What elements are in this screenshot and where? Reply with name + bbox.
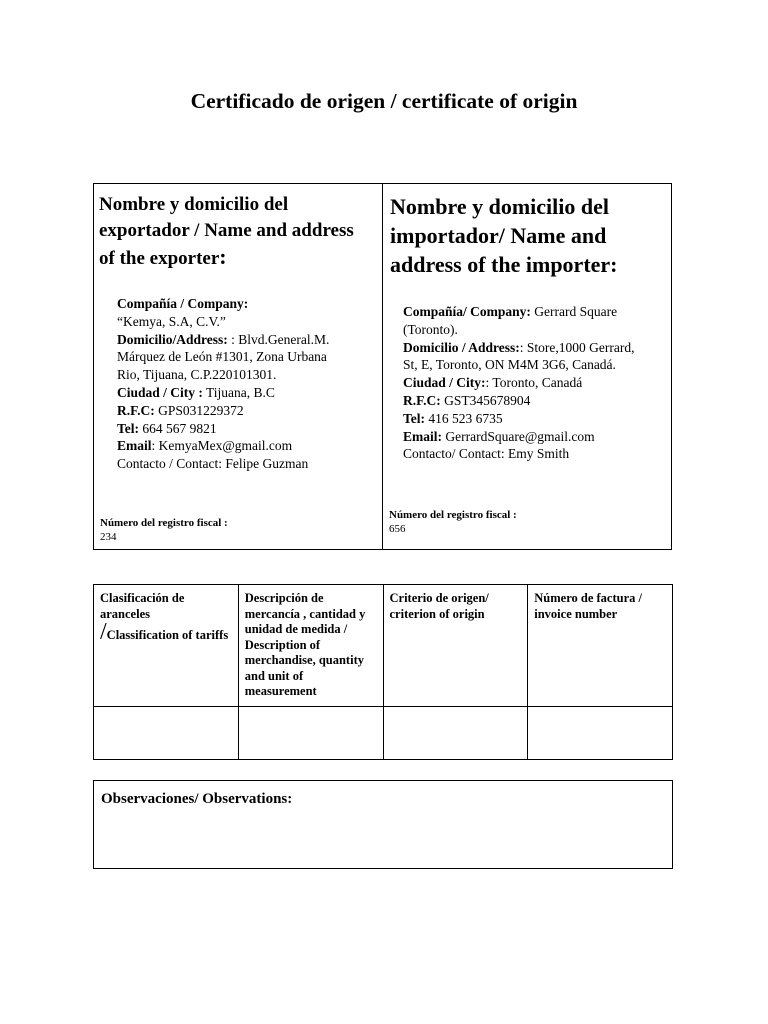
exporter-fiscal — [100, 516, 228, 544]
tariff-classification-cell[interactable] — [94, 706, 239, 759]
importer-tel-row: Tel: 416 523 6735 — [403, 410, 503, 426]
importer-email-row: Email: GerrardSquare@gmail.com — [403, 428, 595, 444]
goods-table-row — [94, 706, 673, 759]
exporter-details — [117, 295, 347, 473]
goods-table-header-row — [94, 585, 673, 707]
importer-fiscal — [389, 508, 517, 536]
exporter-email-row: Email: KemyaMex@gmail.com — [117, 438, 293, 454]
exporter-heading: Nombre y domicilio del exportador / Name and address of the exporter: — [99, 194, 354, 269]
observations-box[interactable] — [93, 780, 673, 869]
origin-criterion-cell[interactable] — [383, 706, 528, 759]
column-divider — [382, 184, 383, 549]
importer-details — [403, 303, 638, 463]
goods-table — [93, 584, 673, 760]
importer-contact-row: Contacto/ Contact: Emy Smith — [403, 446, 570, 462]
importer-address-row: Domicilio / Address:: Store,1000 Gerrard, St, E, Toronto, ON M4M 3G6, Canadá. — [403, 339, 635, 373]
document-title: Certificado de origen / certificate of origin — [190, 89, 578, 113]
exporter-company-value: “Kemya, S.A, C.V.” — [117, 313, 226, 329]
exporter-contact-row: Contacto / Contact: Felipe Guzman — [117, 456, 309, 472]
exporter-tel-row: Tel: 664 567 9821 — [117, 420, 217, 436]
importer-fiscal-value: 656 — [389, 523, 406, 535]
exporter-address-row: Domicilio/Address: : Blvd.General.M. Márquez de León #1301, Zona Urbana Rio, Tijuana, C.P.220101301. — [117, 331, 330, 383]
exporter-rfc-row: R.F.C: GPS031229372 — [117, 402, 244, 418]
importer-company-row: Compañía/ Company: Gerrard Square (Toronto). — [403, 304, 618, 337]
importer-fiscal-label: Número del registro fiscal : — [389, 509, 517, 521]
invoice-number-header: Número de factura / invoice number — [528, 585, 673, 707]
merchandise-description-cell[interactable] — [238, 706, 383, 759]
importer-city-row: Ciudad / City:: Toronto, Canadá — [403, 375, 583, 391]
tariff-classification-header: Clasificación de aranceles /Classification of tariffs — [94, 585, 239, 707]
exporter-city-row: Ciudad / City : Tijuana, B.C — [117, 384, 275, 400]
invoice-number-cell[interactable] — [528, 706, 673, 759]
exporter-fiscal-value: 234 — [100, 531, 117, 543]
exporter-fiscal-label: Número del registro fiscal : — [100, 517, 228, 529]
parties-box — [93, 183, 672, 550]
exporter-company-row: Compañía / Company: — [117, 296, 249, 311]
origin-criterion-header: Criterio de origen/ criterion of origin — [383, 585, 528, 707]
importer-heading: Nombre y domicilio del importador/ Name and address of the importer: — [390, 194, 618, 277]
importer-rfc-row: R.F.C: GST345678904 — [403, 392, 531, 408]
observations-label: Observaciones/ Observations: — [101, 791, 293, 807]
merchandise-description-header: Descripción de mercancía , cantidad y unidad de medida / Description of merchandise, quantity and unit of measurement — [238, 585, 383, 707]
